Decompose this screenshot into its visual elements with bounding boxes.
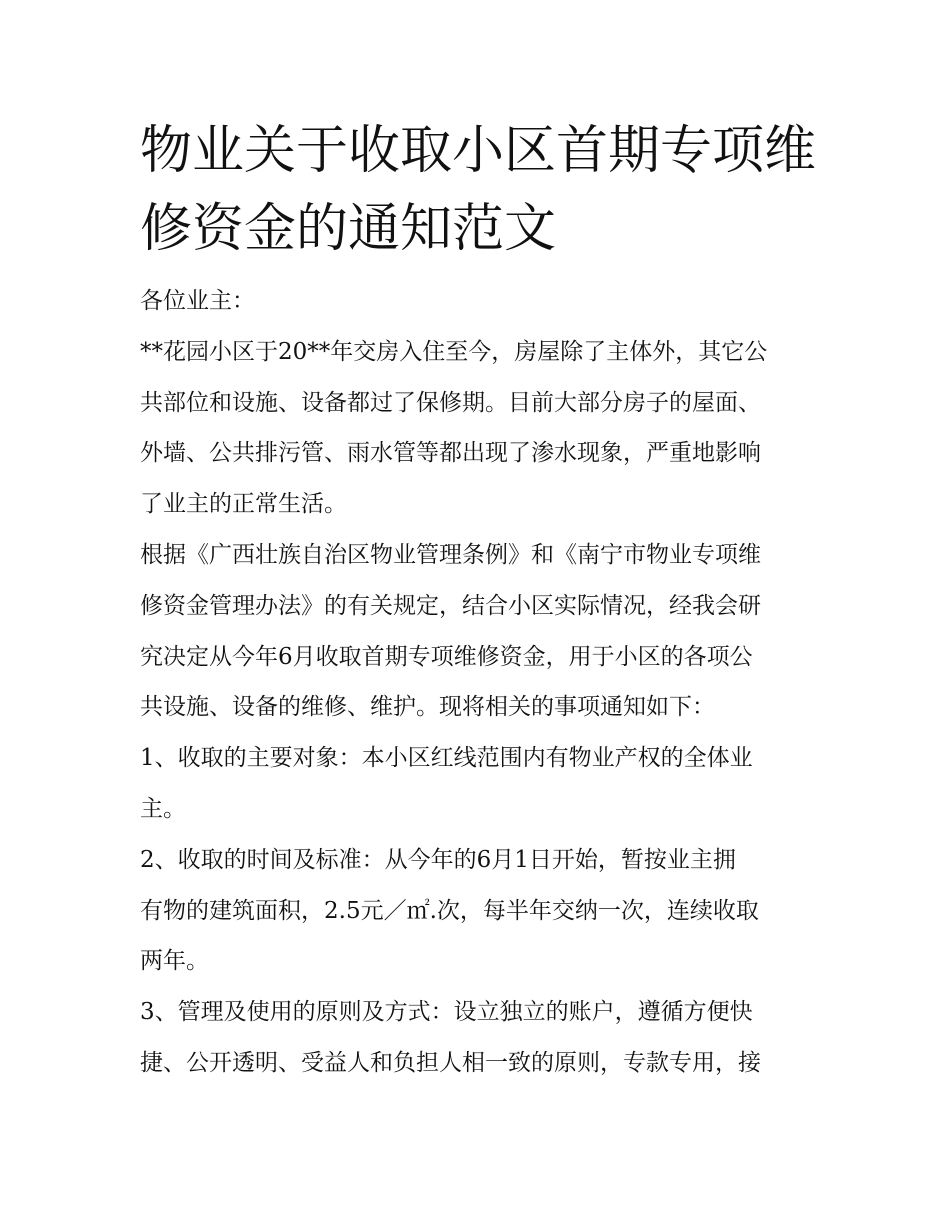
title-line: 修资金的通知范文: [140, 199, 557, 259]
text-line: 外墙、公共排污管、雨水管等都出现了渗水现象，严重地影响: [140, 440, 761, 467]
text-line: 根据《广西壮族自治区物业管理条例》和《南宁市物业专项维: [140, 541, 761, 568]
title-line: 物业关于收取小区首期专项维: [140, 121, 817, 181]
text-line: 3、管理及使用的原则及方式：设立独立的账户，遵循方便快: [140, 999, 753, 1026]
document-body: [140, 276, 830, 1089]
text-line: 了业主的正常生活。: [140, 491, 347, 518]
paragraph-background: [140, 327, 830, 530]
list-item-3: [140, 987, 830, 1089]
text-line: 主。: [140, 795, 186, 822]
list-item-1: [140, 733, 830, 835]
salutation: [140, 276, 830, 327]
text-line: 两年。: [140, 948, 209, 975]
text-line: 各位业主：: [140, 288, 255, 314]
text-line: 究决定从今年6月收取首期专项维修资金，用于小区的各项公: [140, 643, 753, 670]
text-line: 1、收取的主要对象：本小区红线范围内有物业产权的全体业: [140, 745, 753, 772]
text-line: 捷、公开透明、受益人和负担人相一致的原则，专款专用，接: [140, 1049, 761, 1076]
text-line: 共部位和设施、设备都过了保修期。目前大部分房子的屋面、: [140, 389, 761, 416]
text-line: 修资金管理办法》的有关规定，结合小区实际情况，经我会研: [140, 592, 761, 619]
text-line: **花园小区于20**年交房入住至今，房屋除了主体外，其它公: [140, 338, 768, 365]
text-line: 有物的建筑面积，2.5元／㎡.次，每半年交纳一次，连续收取: [140, 897, 759, 924]
text-line: 共设施、设备的维修、维护。现将相关的事项通知如下：: [140, 694, 715, 721]
list-item-2: [140, 835, 830, 987]
text-line: 2、收取的时间及标准：从今年的6月1日开始，暂按业主拥: [140, 846, 736, 873]
paragraph-basis: [140, 530, 830, 733]
document-title: [140, 112, 840, 268]
